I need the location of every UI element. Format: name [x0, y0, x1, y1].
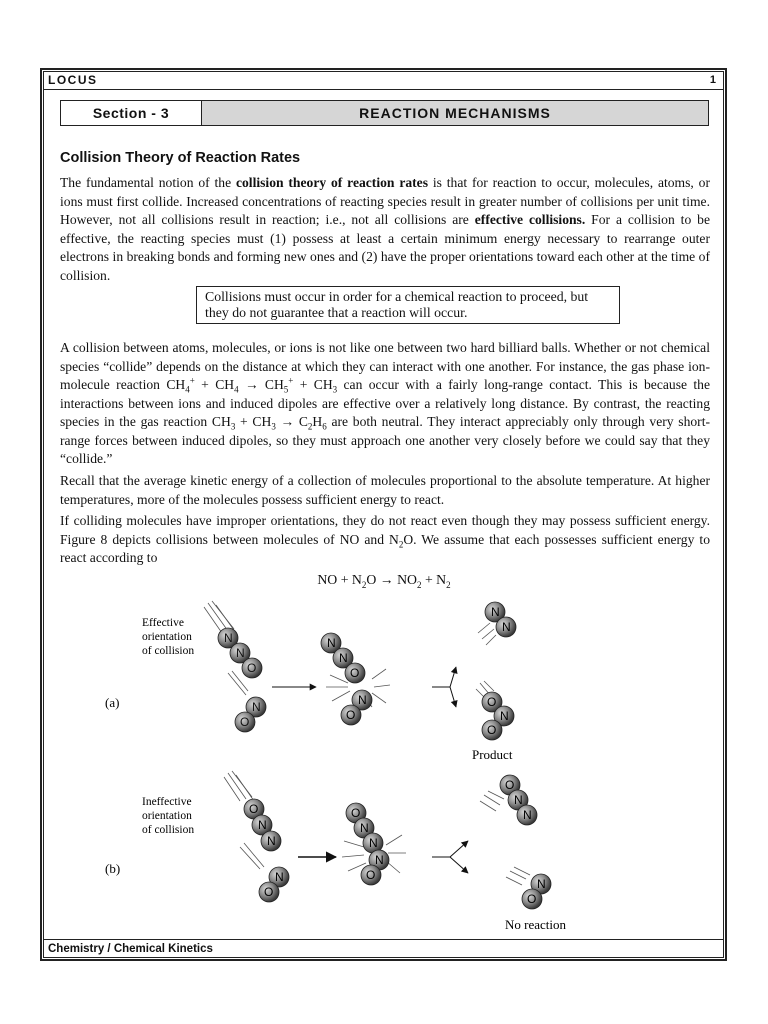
atom-n: N: [375, 853, 384, 867]
atom-n: N: [339, 651, 348, 665]
label-a: (a): [105, 695, 120, 710]
paragraph-collision-distance: A collision between atoms, molecules, or ions is not like one between two hard billiard balls. Whether or not chemical species “collide” depends on the distance at which they can interact with one another. For instance, the gas phase ion-molecule reaction $CH_4^+ + CH_4 \to CH_5^+ + CH_3$ can occur with a fairly long-range contact. This is because the interactions between ions and induced dipoles are effective over a relatively long distance. By contrast, the reacting species in the gas reaction $CH_3 + CH_3 \to C_2H_6$ are both neutral. They interact appreciably only through very short-range forces between induced dipoles, so they must approach one another very closely before we could say that they “collide.”: [60, 340, 710, 466]
atom-n: N: [500, 709, 509, 723]
atom-o: O: [240, 715, 250, 729]
fork-up-b: [450, 841, 468, 857]
atom-o: O: [487, 723, 497, 737]
atom-o: O: [487, 695, 497, 709]
atom-o: O: [249, 802, 259, 816]
atom-n: N: [523, 808, 532, 822]
atom-n: N: [537, 877, 546, 891]
atom-n: N: [358, 693, 367, 707]
paragraph-kinetic-energy: Recall that the average kinetic energy of a collection of molecules proportional to the absolute temperature. At higher temperatures, more of the molecules possess sufficient energy to react.: [60, 473, 710, 507]
figure-collisions: [60, 595, 710, 940]
atom-n: N: [369, 836, 378, 850]
result-product: Product: [472, 747, 513, 762]
fork-down-a: [450, 687, 456, 707]
result-no-reaction: No reaction: [505, 917, 567, 932]
paragraph-orientation: If colliding molecules have improper orientations, they do not react even though they may possess sufficient energy. Figure 8 depicts collisions between molecules of NO and $N_2O$. We assume that each possesses sufficient energy to react according to: [60, 513, 710, 565]
brand-label: LOCUS: [48, 73, 98, 87]
atom-n: N: [258, 818, 267, 832]
collision-complex-b: [342, 803, 406, 885]
unreacted-n2o: [480, 775, 537, 825]
atom-o: O: [247, 661, 257, 675]
atom-n: N: [327, 636, 336, 650]
caption-ineffective-3: of collision: [142, 824, 195, 836]
atom-n: N: [267, 834, 276, 848]
footer-label: Chemistry / Chemical Kinetics: [48, 943, 213, 955]
caption-ineffective-2: orientation: [142, 810, 192, 822]
atom-n: N: [236, 646, 245, 660]
page-heading: Collision Theory of Reaction Rates: [60, 150, 301, 166]
molecule-n2o-a: [218, 628, 262, 678]
atom-o: O: [264, 885, 274, 899]
callout-box: Collisions must occur in order for a chemical reaction to proceed, but they do not guarantee that a reaction will occur.: [196, 286, 620, 324]
molecule-n2o-b: [244, 799, 281, 851]
caption-effective-2: orientation: [142, 631, 192, 643]
molecule-no-a: [235, 697, 266, 732]
atom-o: O: [351, 806, 361, 820]
unreacted-no: [506, 867, 551, 909]
atom-n: N: [502, 620, 511, 634]
collision-diagram: [60, 595, 710, 940]
atom-o: O: [350, 666, 360, 680]
equation-ion-molecule: $CH_4^+ + CH_4 \to CH_5^+ + CH_3$: [166, 375, 338, 395]
atom-o: O: [527, 892, 537, 906]
header-bar: [43, 71, 724, 90]
atom-n: N: [224, 631, 233, 645]
molecule-no-b: [259, 867, 289, 902]
reaction-equation: NO + $N_2O \to NO_2 + N_2$: [317, 572, 451, 590]
atom-n: N: [514, 793, 523, 807]
fork-down-b: [450, 857, 468, 873]
term-effective-collisions: effective collisions.: [474, 212, 586, 227]
caption-effective-3: of collision: [142, 645, 195, 657]
term-collision-theory: collision theory of reaction rates: [235, 175, 428, 190]
caption-ineffective-1: Ineffective: [142, 796, 192, 808]
atom-o: O: [366, 868, 376, 882]
atom-n: N: [360, 821, 369, 835]
paragraph-collision-theory: The fundamental notion of the collision theory of reaction rates is that for reaction to occur, molecules, atoms, or ions must first collide. Increased concentrations of reacting species result in greater number of collisions per unit time. However, not all collisions result in reaction; i.e., not all collisions are effective collisions. For a collision to be effective, the reacting species must (1) possess at least a certain minimum energy necessary to rearrange outer electrons in breaking bonds and forming new ones and (2) have the proper orientations toward each other at the time of collision.: [60, 175, 710, 283]
label-b: (b): [105, 861, 121, 876]
product-no2: [476, 681, 514, 740]
section-banner: [60, 100, 709, 126]
section-label: Section - 3: [61, 101, 202, 125]
equation-neutral: $CH_3 + CH_3 \to C_2H_6$: [211, 414, 327, 432]
fork-up-a: [450, 667, 456, 687]
caption-effective-1: Effective: [142, 617, 184, 629]
atom-n: N: [252, 700, 261, 714]
page-number: 1: [709, 74, 716, 86]
atom-n: N: [491, 605, 500, 619]
atom-n: N: [275, 870, 284, 884]
product-n2: [478, 602, 516, 645]
collision-complex-a: [321, 633, 390, 725]
atom-o: O: [346, 708, 356, 722]
section-title: REACTION MECHANISMS: [202, 101, 708, 125]
atom-o: O: [505, 778, 515, 792]
